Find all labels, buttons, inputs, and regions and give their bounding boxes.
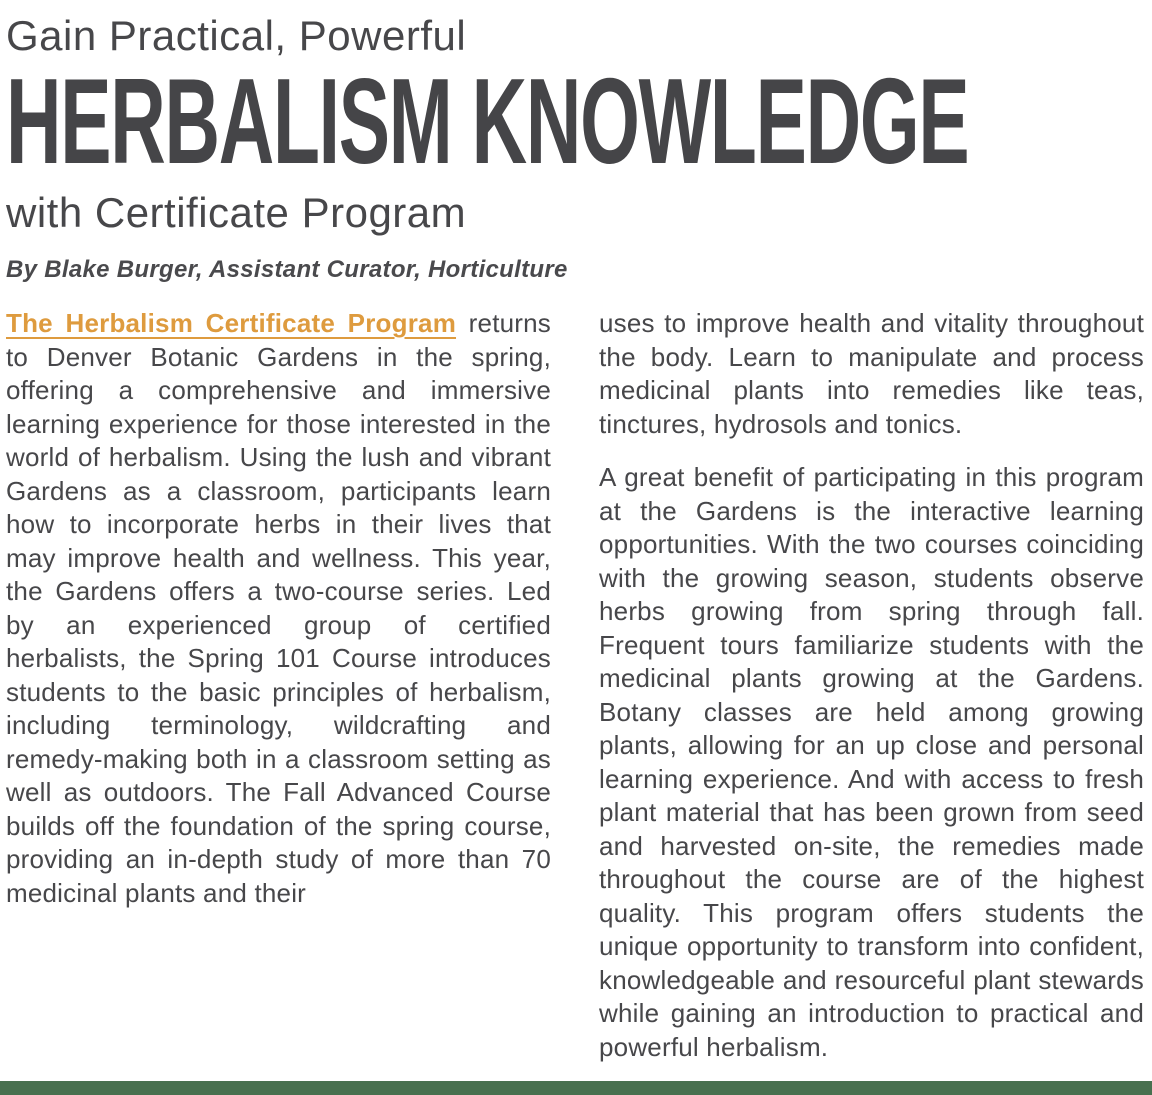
footer-bar <box>0 1081 1152 1095</box>
subtitle-text: with Certificate Program <box>6 188 467 236</box>
byline: By Blake Burger, Assistant Curator, Horticulture <box>6 256 568 283</box>
page-title-text: HERBALISM KNOWLEDGE <box>6 52 969 189</box>
kicker-text: Gain Practical, Powerful <box>6 12 467 59</box>
paragraph-intro <box>6 307 551 910</box>
column-left <box>6 307 551 1084</box>
page-title <box>6 52 1145 189</box>
paragraph-benefit: A great benefit of participating in this program at the Gardens is the interactive learning opportunities. With the two courses coinciding with the growing season, students observe herbs growing from spring through fall. Frequent tours familiarize students with the medicinal plants growing at the Gardens. Botany classes are held among growing plants, allowing for an up close and personal learning experience. And with access to fresh plant material that has been grown from seed and harvested on-site, the remedies made throughout the course are of the highest quality. This program offers students the unique opportunity to transform into confident, knowledgeable and resourceful plant stewards while gaining an introduction to practical and powerful herbalism. <box>599 462 1144 1062</box>
column-right <box>599 307 1144 1084</box>
paragraph-uses: uses to improve health and vitality throughout the body. Learn to manipulate and process medicinal plants into remedies like teas, tinctures, hydrosols and tonics. <box>599 308 1144 439</box>
herbalism-program-link[interactable]: The Herbalism Certificate Program <box>6 308 457 338</box>
paragraph-intro-text: returns to Denver Botanic Gardens in the spring, offering a comprehensive and immersive learning experience for those interested in the world of herbalism. Using the lush and vibrant Gardens as a classroom, participants learn how to incorporate herbs in their lives that may improve health and wellness. This year, the Gardens offers a two-course series. Led by an experienced group of certified herbalists, the Spring 101 Course introduces students to the basic principles of herbalism, including terminology, wildcrafting and remedy-making both in a classroom setting as well as outdoors. The Fall Advanced Course builds off the foundation of the spring course, providing an in-depth study of more than 70 medicinal plants and their <box>6 308 551 908</box>
article-columns <box>6 307 1145 1084</box>
